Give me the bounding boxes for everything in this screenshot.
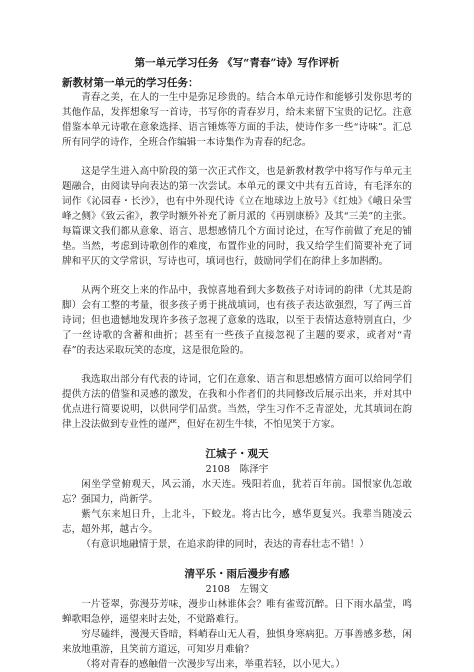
poem-author: 2108 左锡文 [205, 584, 269, 595]
poem-comment: （有意识地融情于景，在追求韵律的同时，表达的青春壮志不错！） [81, 539, 369, 550]
poem-title: 江城子・观天 [205, 448, 269, 460]
paragraph-selection: 我选取出部分有代表的诗词，它们在意象、语言和思想感情方面可以给同学们提供方法的借鉴和灵感的激发，在我和小作者们的共同修改后展示出来，并对其中优点进行简要说明，以供同学们品赏。当然，学生习作不乏青涩处，尤其填词在韵律上没法做到专业性的谨严，但好在初生牛犊，不怕见笑于方家。 [62, 374, 412, 430]
poem-stanza: 紫气东来旭日升，上北斗，下蛟龙。将古比今，感华夏复兴。我辈当随凌云志，超外邦，越古今。 [62, 509, 412, 535]
poem-comment: （将对青春的感触借一次漫步写出来，举重若轻，以小见大。） [81, 659, 346, 670]
spacer [62, 358, 412, 372]
poem-title: 清平乐・雨后漫步有感 [184, 568, 290, 580]
task-heading: 新教材第一单元的学习任务： [62, 77, 199, 89]
spacer [62, 432, 412, 446]
poem-stanza: 穷尽磕绊，漫漫天昏暗，料峭春山无人看，独惧身寒病犯。万事善感多愁，闲来放地重游，且笑前方道远，可知岁月难偷？ [62, 629, 412, 655]
poem-author: 2108 陈泽宇 [205, 464, 269, 475]
paragraph-task: 青春之美，在人的一生中是弥足珍贵的。结合本单元诗作和能够引发你思考的其他作品，发挥想象写一首诗，书写你的青春岁月，给未来留下宝贵的记忆。注意借鉴本单元诗歌在意象选择、语言锤炼等方面的手法，使诗作多一些“诗味”。汇总所有同学的诗作，全班合作编辑一本诗集作为青春的纪念。 [62, 92, 412, 148]
spacer [62, 552, 412, 566]
poem-stanza: 闲坐学堂俯观天，风云涌，水天连。残阳若血，犹若百年前。国恨家仇怎敢忘？强国力，尚新学。 [62, 479, 412, 505]
poem-1 [62, 446, 412, 552]
document-title: 第一单元学习任务 《写“青春”诗》写作评析 [134, 57, 340, 69]
spacer [62, 150, 412, 164]
paragraph-intro: 这是学生进入高中阶段的第一次正式作文，也是新教材教学中将写作与单元主题融合，由阅读导向表达的第一次尝试。本单元的课文中共有五首诗，有毛泽东的词作《沁园春・长沙》，也有中外现代诗《立在地球边上放号》《红烛》《峨日朵雪峰之侧》《致云雀》，教学时额外补充了新月派的《再别康桥》及其“三美”的主张。每篇课文我们都从意象、语言、思想感情几个方面讨论过，在写作前做了充足的铺垫。当然，考虑到诗歌创作的难度，布置作业的同时，我又给学生们简要补充了词牌和平仄的文学常识，写诗也可，填词也行，鼓励同学们在韵律上多加斟酌。 [62, 166, 412, 267]
spacer [62, 269, 412, 283]
paragraph-observations: 从两个班交上来的作品中，我惊喜地看到大多数孩子对诗词的韵律（尤其是韵脚）会有工整的考量，很多孩子勇于挑战填词，也有孩子表达欲强烈，写了两三首诗词；但也遗憾地发现许多孩子忽视了意象的选取，以至于表情达意特别直白，少了一丝诗歌的含蓄和曲折；甚至有一些孩子直接忽视了主题的要求，或者对“青春”的表达采取玩笑的态度，这是很危险的。 [62, 285, 412, 356]
poem-stanza: 一片苍翠，弥漫芬芳味，漫步山林谁体会？唯有雀莺沉醉。日下雨水晶莹，鸣蝉歌唱急停，遥望来时去处，不觉路难行。 [62, 599, 412, 625]
poem-2 [62, 566, 412, 672]
